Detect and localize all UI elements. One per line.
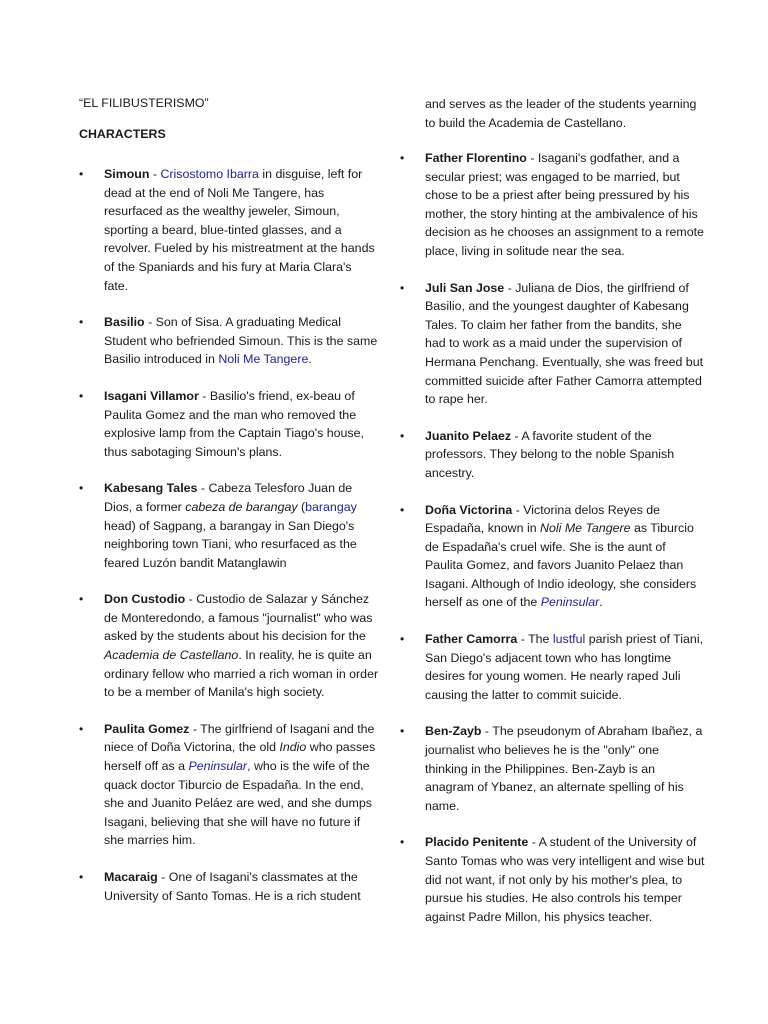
character-entry — [400, 722, 705, 815]
character-name: Paulita Gomez — [104, 721, 190, 736]
character-name: Isagani Villamor — [104, 388, 199, 403]
character-name: Don Custodio — [104, 592, 186, 607]
character-name: Macaraig — [104, 870, 158, 884]
description-text: parish priest of Tiani, San Diego's adjacent town who has longtime desires for young women. He nearly raped Juli causing the latter to commit suicide. — [425, 632, 704, 702]
character-name: Simoun — [104, 167, 150, 181]
description-text: - Son of Sisa. A graduating Medical Student who befriended Simoun. This is the same Basilio introduced in — [104, 315, 378, 367]
description-text: . — [308, 352, 312, 367]
bullet-icon: • — [400, 502, 405, 517]
bullet-icon: • — [400, 280, 405, 295]
description-text: - The pseudonym of Abraham Ibañez, a journalist who believes he is the "only" one thinking in the Philippines. Ben-Zayb is an anagram of Ybanez, an alternate spelling of his name. — [425, 724, 703, 813]
bullet-icon: • — [79, 167, 84, 181]
description-text: - The girlfriend of Isagani and the niece of Doña Victorina, the old — [104, 721, 375, 755]
character-entry — [79, 479, 379, 572]
reference-link[interactable]: Noli Me Tangere — [218, 352, 309, 367]
description-text: - Juliana de Dios, the girlfriend of Basilio, and the youngest daughter of Kabesang Tales. To claim her father from the bandits, she had to work as a maid under the supervision of Hermana Penchang. Eventually, she was freed but committed suicide after Father Camorra attempted to rape her. — [425, 280, 704, 407]
description-text: - Custodio de Salazar y Sánchez de Monteredondo, a famous "journalist" who was asked by the students about his decision for the — [104, 592, 373, 644]
description-text: - Isagani's godfather, and a secular priest; was engaged to be married, but chose to be a priest after being pressured by his mother, the story hinting at the ambivalence of his decision as he chooses an assignment to a remote place, living in solitude near the sea. — [425, 151, 704, 258]
description-text: . In reality, he is quite an ordinary fellow who married a rich woman in order to be a member of Manila's high society. — [104, 648, 379, 700]
description-text: - — [149, 167, 161, 181]
character-entry — [79, 313, 379, 369]
bullet-icon: • — [400, 428, 405, 443]
bullet-icon: • — [400, 632, 405, 647]
character-list-left — [79, 165, 379, 923]
description-text: cabeza de barangay — [185, 499, 298, 514]
character-list-right — [400, 149, 705, 944]
description-text: . — [599, 595, 603, 610]
character-entry — [400, 279, 705, 409]
character-name: Father Camorra — [425, 632, 518, 647]
description-text: - Basilio's friend, ex-beau of Paulita Gomez and the man who removed the explosive lamp from the Captain Tiago's house, thus sabotaging Simoun's plans. — [104, 388, 364, 459]
section-heading-characters: CHARACTERS — [79, 127, 166, 141]
description-text: Indio — [279, 740, 307, 755]
character-name: Kabesang Tales — [104, 481, 198, 496]
bullet-icon: • — [79, 315, 84, 330]
character-entry — [79, 868, 379, 905]
character-entry — [79, 720, 379, 850]
reference-link[interactable]: Crisostomo Ibarra — [160, 167, 259, 181]
description-text: - The — [517, 632, 553, 647]
description-text: - Cabeza Telesforo Juan de Dios, a former — [104, 481, 353, 514]
character-entry — [79, 387, 379, 461]
character-name: Basilio — [104, 315, 145, 330]
description-text: - Victorina delos Reyes de Espadaña, known in — [425, 502, 661, 536]
character-entry — [79, 165, 379, 295]
description-text: who passes herself off as a — [104, 740, 376, 774]
character-name: Juli San Jose — [425, 280, 505, 295]
bullet-icon: • — [79, 870, 84, 884]
bullet-icon: • — [400, 151, 405, 165]
reference-link[interactable]: Peninsular — [188, 759, 248, 774]
character-entry — [400, 630, 705, 704]
reference-link[interactable]: barangay — [305, 499, 357, 514]
bullet-icon: • — [79, 481, 84, 496]
character-name: Ben-Zayb — [425, 724, 482, 739]
character-entry — [400, 501, 705, 613]
character-entry — [400, 427, 705, 483]
bullet-icon: • — [79, 388, 84, 403]
character-entry — [400, 833, 705, 926]
bullet-icon: • — [79, 592, 84, 607]
bullet-icon: • — [79, 721, 84, 736]
character-entry — [400, 149, 705, 261]
character-name: Doña Victorina — [425, 502, 513, 517]
description-text: Noli Me Tangere — [540, 521, 631, 536]
reference-link[interactable]: lustful — [552, 632, 586, 647]
description-text: - A favorite student of the professors. They belong to the noble Spanish ancestry. — [425, 428, 675, 480]
description-text: head) of Sagpang, a barangay in San Diego's neighboring town Tiani, who resurfaced as the feared Luzón bandit Matanglawin — [104, 518, 357, 570]
character-name: Placido Penitente — [425, 835, 529, 850]
document-title: “EL FILIBUSTERISMO” — [79, 96, 209, 110]
description-text: - One of Isagani's classmates at the University of Santo Tomas. He is a rich student — [104, 870, 361, 903]
description-text: Academia de Castellano — [104, 648, 239, 663]
description-text: in disguise, left for dead at the end of Noli Me Tangere, has resurfaced as the wealthy jeweler, Simoun, sporting a beard, blue-tinted glasses, and a revolver. Fueled by his mistreatment at the hands of the Spaniards and his fury at Maria Clara's fate. — [104, 167, 375, 293]
bullet-icon: • — [400, 724, 405, 739]
continued-paragraph: and serves as the leader of the students yearning to build the Academia de Castellano. — [425, 97, 697, 130]
character-name: Juanito Pelaez — [425, 428, 512, 443]
description-text: ( — [297, 499, 306, 514]
reference-link[interactable]: Peninsular — [540, 595, 600, 610]
bullet-icon: • — [400, 835, 405, 850]
description-text: - A student of the University of Santo Tomas who was very intelligent and wise but did not want, if not only by his mother's plea, to pursue his studies. He also controls his temper against Padre Millon, his physics teacher. — [425, 835, 705, 924]
description-text: as Tiburcio de Espadaña's cruel wife. She is the aunt of Paulita Gomez, and favors Juanito Pelaez than Isagani. Although of Indio ideology, she considers herself as one of the — [425, 521, 697, 610]
description-text: , who is the wife of the quack doctor Tiburcio de Espadaña. In the end, she and Juanito Peláez are wed, and she dumps Isagani, believing that she will have no future if she marries him. — [104, 759, 372, 848]
character-entry — [79, 590, 379, 702]
character-name: Father Florentino — [425, 151, 527, 165]
